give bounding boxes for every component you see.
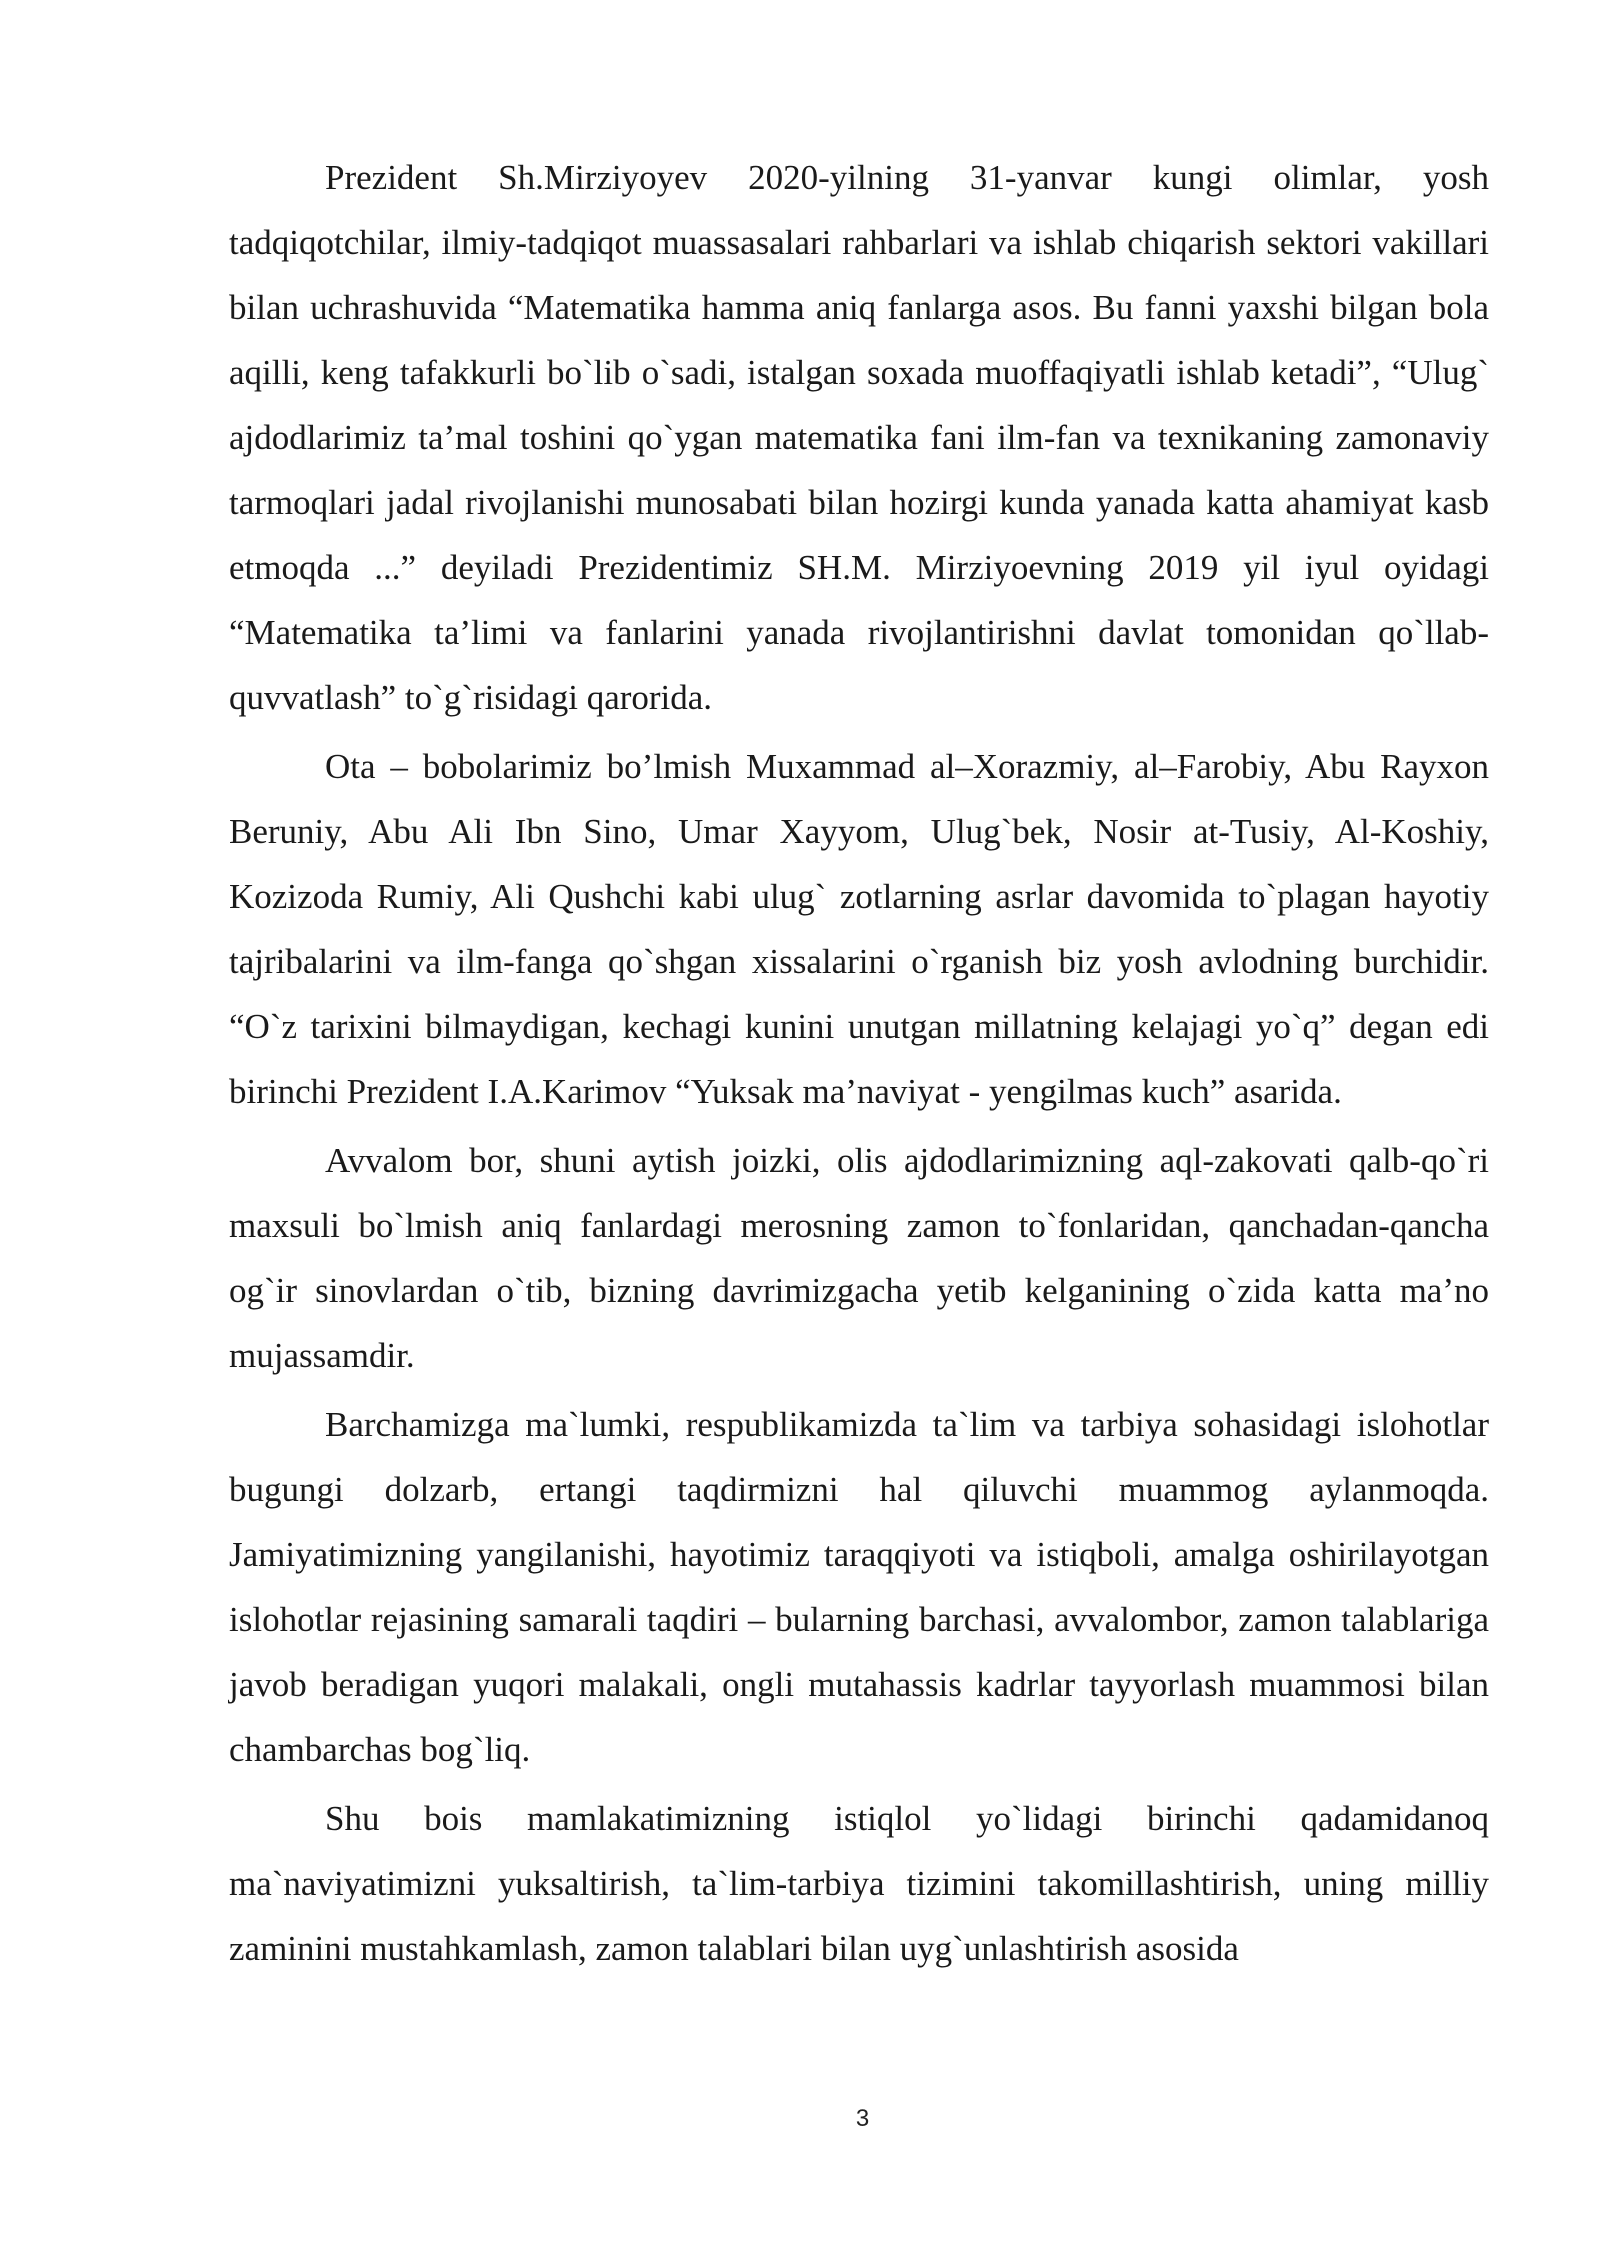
- paragraph-1: Prezident Sh.Mirziyoyev 2020-yilning 31-yanvar kungi olimlar, yosh tadqiqotchilar, ilmiy-tadqiqot muassasalari rahbarlari va ishlab chiqarish sektori vakillari bilan uchrashuvida “Matematika hamma aniq fanlarga asos. Bu fanni yaxshi bilgan bola aqilli, keng tafakkurli bo`lib o`sadi, istalgan soxada muoffaqiyatli ishlab ketadi”, “Ulug` ajdodlarimiz ta’mal toshini qo`ygan matematika fani ilm-fan va texnikaning zamonaviy tarmoqlari jadal rivojlanishi munosabati bilan hozirgi kunda yanada katta ahamiyat kasb etmoqda ...” deyiladi Prezidentimiz SH.M. Mirziyoevning 2019 yil iyul oyidagi “Matematika ta’limi va fanlarini yanada rivojlantirishni davlat tomonidan qo`llab-quvvatlash” to`g`risidagi qarorida.: [229, 158, 1489, 717]
- paragraph-2: Ota – bobolarimiz bo’lmish Muxammad al–Xorazmiy, al–Farobiy, Abu Rayxon Beruniy, Abu Ali Ibn Sino, Umar Xayyom, Ulug`bek, Nosir at-Tusiy, Al-Koshiy, Kozizoda Rumiy, Ali Qushchi kabi ulug` zotlarning asrlar davomida to`plagan hayotiy tajribalarini va ilm-fanga qo`shgan xissalarini o`rganish biz yosh avlodning burchidir. “O`z tarixini bilmaydigan, kechagi kunini unutgan millatning kelajagi yo`q” degan edi birinchi Prezident I.A.Karimov “Yuksak ma’naviyat - yengilmas kuch” asarida.: [229, 747, 1489, 1111]
- paragraph-5: Shu bois mamlakatimizning istiqlol yo`lidagi birinchi qadamidanoq ma`naviyatimizni yuksaltirish, ta`lim-tarbiya tizimini takomillashtirish, uning milliy zaminini mustahkamlash, zamon talablari bilan uyg`unlashtirish asosida: [229, 1799, 1489, 1968]
- page-number: 3: [855, 2105, 870, 2132]
- body-text: [229, 145, 1489, 1985]
- paragraph-4: Barchamizga ma`lumki, respublikamizda ta`lim va tarbiya sohasidagi islohotlar bugungi dolzarb, ertangi taqdirmizni hal qiluvchi muammog aylanmoqda. Jamiyatimizning yangilanishi, hayotimiz taraqqiyoti va istiqboli, amalga oshirilayotgan islohotlar rejasining samarali taqdiri – bularning barchasi, avvalombor, zamon talablariga javob beradigan yuqori malakali, ongli mutahassis kadrlar tayyorlash muammosi bilan chambarchas bog`liq.: [229, 1405, 1489, 1769]
- paragraph-3: Avvalom bor, shuni aytish joizki, olis ajdodlarimizning aql-zakovati qalb-qo`ri maxsuli bo`lmish aniq fanlardagi merosning zamon to`fonlaridan, qanchadan-qancha og`ir sinovlardan o`tib, bizning davrimizgacha yetib kelganining o`zida katta ma’no mujassamdir.: [229, 1141, 1489, 1375]
